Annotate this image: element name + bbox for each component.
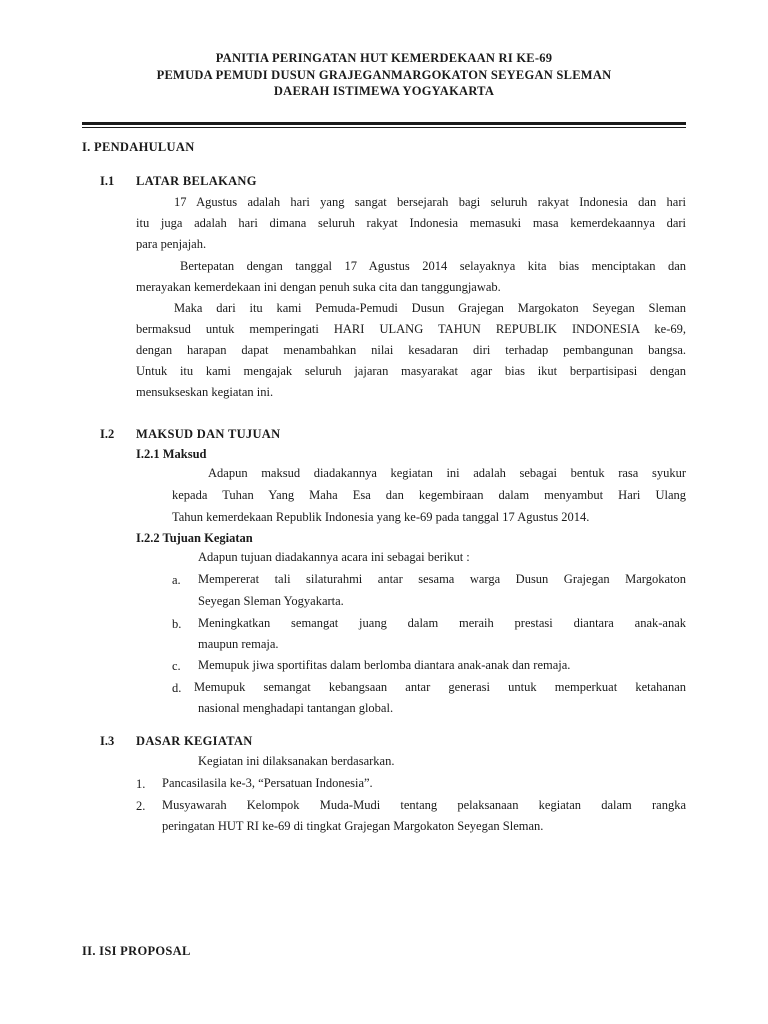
tujuan-intro: Adapun tujuan diadakannya acara ini sebagai berikut : xyxy=(198,550,470,564)
paragraph-line: Bertepatan dengan tanggal 17 Agustus 2014 selayaknya kita bias menciptakan dan xyxy=(180,259,686,273)
subsection-number-dasar: I.3 xyxy=(100,734,115,748)
list-item-line: Memupuk semangat kebangsaan antar generasi untuk memperkuat ketahanan xyxy=(194,680,686,694)
list-item-line: Musyawarah Kelompok Muda-Mudi tentang pelaksanaan kegiatan dalam rangka xyxy=(162,798,686,812)
paragraph-line: dengan harapan dapat menambahkan nilai kesadaran diri terhadap pembangunan bangsa. xyxy=(136,343,686,357)
list-item-line: Mempererat tali silaturahmi antar sesama warga Dusun Grajegan Margokaton xyxy=(198,572,686,586)
subsection-number-latar: I.1 xyxy=(100,174,115,188)
list-marker: a. xyxy=(172,573,181,587)
header-rule-thin xyxy=(82,127,686,128)
header-line-1: PANITIA PERINGATAN HUT KEMERDEKAAN RI KE-69 xyxy=(215,51,553,65)
list-item-line: Memupuk jiwa sportifitas dalam berlomba diantara anak-anak dan remaja. xyxy=(198,658,571,672)
header-rule-thick xyxy=(82,122,686,125)
paragraph-line: merayakan kemerdekaan ini dengan penuh suka cita dan tanggungjawab. xyxy=(136,280,501,294)
list-item-line: nasional menghadapi tantangan global. xyxy=(198,701,394,715)
subsection-number-maksud: I.2 xyxy=(100,427,115,441)
list-item-line: Meningkatkan semangat juang dalam meraih prestasi diantara anak-anak xyxy=(198,616,686,630)
paragraph-line: mensukseskan kegiatan ini. xyxy=(136,385,274,399)
list-marker: 1. xyxy=(136,777,146,791)
paragraph-line: para penjajah. xyxy=(136,237,207,251)
list-item-line: maupun remaja. xyxy=(198,637,279,651)
list-marker: b. xyxy=(172,617,182,631)
paragraph-line: itu juga adalah hari dimana seluruh rakyat Indonesia memasuki masa kemerdekaannya dari xyxy=(136,216,686,230)
sub-subsection-title-maksud: I.2.1 Maksud xyxy=(136,447,207,461)
paragraph-line: bermaksud untuk memperingati HARI ULANG TAHUN REPUBLIK INDONESIA ke-69, xyxy=(136,322,686,336)
list-item-line: peringatan HUT RI ke-69 di tingkat Grajegan Margokaton Seyegan Sleman. xyxy=(162,819,544,833)
paragraph-line: 17 Agustus adalah hari yang sangat bersejarah bagi seluruh rakyat Indonesia dan hari xyxy=(174,195,686,209)
list-marker: c. xyxy=(172,659,181,673)
header-line-2: PEMUDA PEMUDI DUSUN GRAJEGANMARGOKATON SEYEGAN SLEMAN xyxy=(156,67,612,82)
list-marker: 2. xyxy=(136,799,146,813)
section-title-isi-proposal: II. ISI PROPOSAL xyxy=(82,944,191,958)
section-title-pendahuluan: I. PENDAHULUAN xyxy=(82,140,195,154)
dasar-intro: Kegiatan ini dilaksanakan berdasarkan. xyxy=(198,754,395,768)
list-marker: d. xyxy=(172,681,182,695)
subsection-title-latar: LATAR BELAKANG xyxy=(136,174,257,188)
paragraph-line: Untuk itu kami mengajak seluruh jajaran masyarakat agar bias ikut berpartisipasi dengan xyxy=(136,364,686,378)
header-line-3: DAERAH ISTIMEWA YOGYAKARTA xyxy=(273,84,495,98)
list-item-line: Pancasilasila ke-3, “Persatuan Indonesia”. xyxy=(162,776,373,790)
subsection-title-maksud-tujuan: MAKSUD DAN TUJUAN xyxy=(136,427,281,441)
sub-subsection-title-tujuan: I.2.2 Tujuan Kegiatan xyxy=(136,531,253,545)
paragraph-line: Tahun kemerdekaan Republik Indonesia yang ke-69 pada tanggal 17 Agustus 2014. xyxy=(172,510,590,524)
paragraph-line: kepada Tuhan Yang Maha Esa dan kegembiraan dalam menyambut Hari Ulang xyxy=(172,488,686,502)
paragraph-line: Maka dari itu kami Pemuda-Pemudi Dusun Grajegan Margokaton Seyegan Sleman xyxy=(174,301,686,315)
document-header xyxy=(84,50,684,100)
subsection-title-dasar: DASAR KEGIATAN xyxy=(136,734,253,748)
list-item-line: Seyegan Sleman Yogyakarta. xyxy=(198,594,344,608)
paragraph-line: Adapun maksud diadakannya kegiatan ini adalah sebagai bentuk rasa syukur xyxy=(208,466,686,480)
